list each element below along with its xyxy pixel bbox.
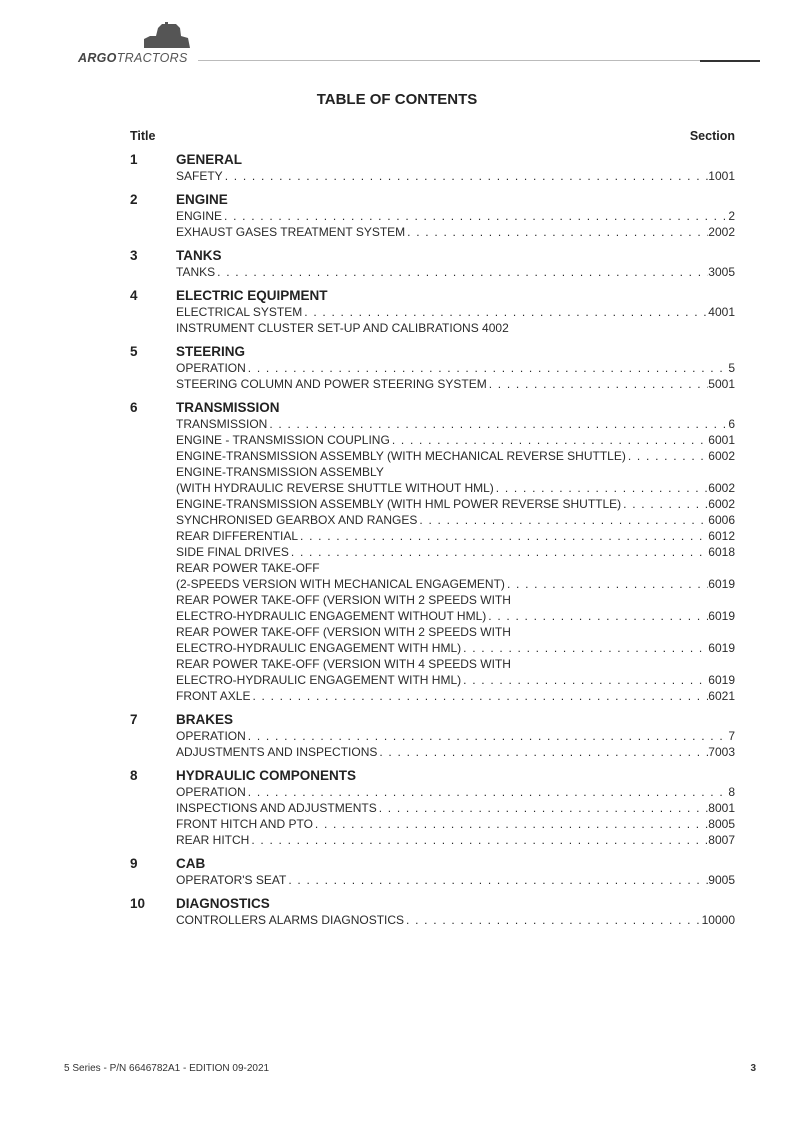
toc-entry-text: ELECTRO-HYDRAULIC ENGAGEMENT WITH HML)	[176, 641, 462, 655]
toc-entry[interactable]	[176, 464, 735, 480]
dot-leader	[302, 304, 708, 320]
toc-entry[interactable]	[176, 432, 735, 448]
toc-entry[interactable]	[176, 496, 735, 512]
toc-entry-section: 2002	[708, 225, 735, 239]
dot-leader	[267, 416, 728, 432]
toc-entry-text: INSPECTIONS AND ADJUSTMENTS	[176, 801, 377, 815]
toc-entry-text: ENGINE-TRANSMISSION ASSEMBLY (WITH HML POWER REVERSE SHUTTLE)	[176, 497, 622, 511]
dot-leader	[313, 816, 708, 832]
toc-entry-text: INSTRUMENT CLUSTER SET-UP AND CALIBRATIONS 4002	[176, 321, 509, 335]
toc-entry[interactable]	[176, 872, 735, 888]
toc-entry[interactable]	[176, 208, 735, 224]
chapter-number: 5	[130, 344, 138, 359]
toc-entry-section: 7003	[708, 745, 735, 759]
toc-chapter	[130, 152, 735, 184]
toc-entry-section: 10000	[701, 913, 735, 927]
toc-entry[interactable]	[176, 528, 735, 544]
toc-list	[130, 152, 735, 936]
dot-leader	[223, 168, 709, 184]
toc-entry-text: CONTROLLERS ALARMS DIAGNOSTICS	[176, 913, 405, 927]
chapter-number: 8	[130, 768, 138, 783]
toc-entry-text: SYNCHRONISED GEARBOX AND RANGES	[176, 513, 418, 527]
chapter-title: STEERING	[176, 344, 246, 359]
toc-entry[interactable]	[176, 656, 735, 672]
dot-leader	[298, 528, 708, 544]
dot-leader	[626, 448, 708, 464]
dot-leader	[461, 672, 708, 688]
toc-entry[interactable]	[176, 416, 735, 432]
page-title: TABLE OF CONTENTS	[316, 91, 478, 108]
toc-entry-section: 5	[728, 361, 735, 375]
chapter-title: BRAKES	[176, 712, 234, 727]
toc-entry-text: REAR POWER TAKE-OFF (VERSION WITH 2 SPEEDS WITH	[176, 593, 511, 607]
toc-entry[interactable]	[176, 544, 735, 560]
toc-entry-text: SAFETY	[176, 169, 223, 183]
argo-tractors-logo	[78, 22, 198, 64]
toc-entry-text: SIDE FINAL DRIVES	[176, 545, 289, 559]
toc-entry[interactable]	[176, 608, 735, 624]
toc-entry-section: 8	[728, 785, 735, 799]
toc-entry-text: REAR HITCH	[176, 833, 250, 847]
header-rule	[198, 60, 760, 61]
dot-leader	[417, 512, 708, 528]
toc-entry-section: 6012	[708, 529, 735, 543]
toc-entry-section: 8001	[708, 801, 735, 815]
toc-entry[interactable]	[176, 672, 735, 688]
dot-leader	[390, 432, 708, 448]
toc-entry-text: OPERATION	[176, 785, 246, 799]
toc-entry-text: ENGINE	[176, 209, 223, 223]
toc-entry[interactable]	[176, 576, 735, 592]
chapter-title: DIAGNOSTICS	[176, 896, 270, 911]
column-header-title: Title	[130, 129, 156, 143]
logo-wordmark	[78, 51, 188, 65]
toc-chapter	[130, 344, 735, 392]
toc-entry[interactable]	[176, 688, 735, 704]
toc-entry-text: EXHAUST GASES TREATMENT SYSTEM	[176, 225, 406, 239]
toc-entry[interactable]	[176, 728, 735, 744]
toc-entry[interactable]	[176, 304, 735, 320]
toc-entry-section: 6002	[708, 449, 735, 463]
toc-entry-section: 8007	[708, 833, 735, 847]
chapter-number: 6	[130, 400, 138, 415]
toc-entry-section: 2	[728, 209, 735, 223]
dot-leader	[505, 576, 708, 592]
footer-document-id: 5 Series - P/N 6646782A1 - EDITION 09-2021	[64, 1063, 270, 1074]
toc-entry[interactable]	[176, 592, 735, 608]
toc-entry-section: 9005	[708, 873, 735, 887]
toc-entry-text: ENGINE-TRANSMISSION ASSEMBLY (WITH MECHANICAL REVERSE SHUTTLE)	[176, 449, 626, 463]
toc-entry[interactable]	[176, 264, 735, 280]
toc-entry[interactable]	[176, 512, 735, 528]
toc-entry-section: 1001	[708, 169, 735, 183]
dot-leader	[487, 376, 709, 392]
chapter-number: 2	[130, 192, 138, 207]
logo-rest-text: TRACTORS	[116, 51, 188, 65]
toc-entry-text: OPERATION	[176, 361, 246, 375]
chapter-title: TANKS	[176, 248, 222, 263]
toc-entry[interactable]	[176, 224, 735, 240]
toc-entry-section: 4001	[708, 305, 735, 319]
toc-chapter	[130, 192, 735, 240]
toc-entry[interactable]	[176, 480, 735, 496]
chapter-number: 7	[130, 712, 138, 727]
toc-entry-section: 6019	[708, 673, 735, 687]
dot-leader	[377, 744, 708, 760]
toc-entry-text: ENGINE - TRANSMISSION COUPLING	[176, 433, 390, 447]
toc-entry-section: 6021	[708, 689, 735, 703]
toc-entry-text: REAR POWER TAKE-OFF	[176, 561, 320, 575]
toc-entry-section: 6019	[708, 577, 735, 591]
dot-leader	[404, 912, 702, 928]
chapter-title: HYDRAULIC COMPONENTS	[176, 768, 357, 783]
chapter-number: 9	[130, 856, 138, 871]
toc-entry-text: ELECTRO-HYDRAULIC ENGAGEMENT WITHOUT HML)	[176, 609, 487, 623]
toc-entry-section: 5001	[708, 377, 735, 391]
footer-page-number: 3	[750, 1063, 756, 1074]
toc-entry-text: REAR DIFFERENTIAL	[176, 529, 299, 543]
dot-leader	[377, 800, 709, 816]
toc-entry-section: 6019	[708, 609, 735, 623]
toc-entry-section: 6006	[708, 513, 735, 527]
toc-entry-section: 6001	[708, 433, 735, 447]
toc-entry-text: ADJUSTMENTS AND INSPECTIONS	[176, 745, 378, 759]
toc-entry[interactable]	[176, 376, 735, 392]
toc-entry-text: TANKS	[176, 265, 216, 279]
toc-entry[interactable]	[176, 912, 735, 928]
chapter-title: ELECTRIC EQUIPMENT	[176, 288, 328, 303]
toc-entry-text: ENGINE-TRANSMISSION ASSEMBLY	[176, 465, 384, 479]
dot-leader	[621, 496, 708, 512]
toc-entry[interactable]	[176, 640, 735, 656]
header-rule-accent	[700, 60, 760, 62]
dot-leader	[286, 872, 708, 888]
chapter-number: 10	[130, 896, 146, 911]
chapter-number: 1	[130, 152, 138, 167]
dot-leader	[249, 832, 708, 848]
dot-leader	[250, 688, 708, 704]
toc-entry-text: FRONT HITCH AND PTO	[176, 817, 313, 831]
tractor-silhouette-icon	[136, 22, 194, 48]
toc-entry[interactable]	[176, 320, 735, 336]
toc-chapter	[130, 400, 735, 704]
toc-entry-text: REAR POWER TAKE-OFF (VERSION WITH 2 SPEEDS WITH	[176, 625, 511, 639]
toc-entry-text: ELECTRO-HYDRAULIC ENGAGEMENT WITH HML)	[176, 673, 462, 687]
toc-entry[interactable]	[176, 624, 735, 640]
chapter-title: TRANSMISSION	[176, 400, 280, 415]
toc-entry-section: 6018	[708, 545, 735, 559]
toc-entry-text: OPERATOR'S SEAT	[176, 873, 287, 887]
toc-entry-text: OPERATION	[176, 729, 246, 743]
dot-leader	[494, 480, 709, 496]
chapter-title: CAB	[176, 856, 206, 871]
toc-entry-section: 6	[728, 417, 735, 431]
toc-entry-section: 6002	[708, 481, 735, 495]
toc-entry-section: 7	[728, 729, 735, 743]
toc-entry[interactable]	[176, 832, 735, 848]
toc-entry-text: (WITH HYDRAULIC REVERSE SHUTTLE WITHOUT HML)	[176, 481, 494, 495]
column-header-section: Section	[689, 129, 735, 143]
chapter-title: ENGINE	[176, 192, 228, 207]
dot-leader	[215, 264, 708, 280]
chapter-number: 4	[130, 288, 138, 303]
toc-chapter	[130, 248, 735, 280]
toc-entry[interactable]	[176, 360, 735, 376]
toc-entry-section: 6002	[708, 497, 735, 511]
toc-entry-section: 3005	[708, 265, 735, 279]
dot-leader	[289, 544, 708, 560]
dot-leader	[246, 728, 729, 744]
toc-entry[interactable]	[176, 168, 735, 184]
dot-leader	[222, 208, 728, 224]
toc-entry-section: 8005	[708, 817, 735, 831]
dot-leader	[246, 360, 729, 376]
dot-leader	[461, 640, 708, 656]
toc-entry-text: FRONT AXLE	[176, 689, 251, 703]
chapter-title: GENERAL	[176, 152, 243, 167]
toc-chapter	[130, 856, 735, 888]
toc-entry[interactable]	[176, 800, 735, 816]
toc-chapter	[130, 768, 735, 848]
toc-entry[interactable]	[176, 784, 735, 800]
dot-leader	[405, 224, 708, 240]
toc-entry-text: ELECTRICAL SYSTEM	[176, 305, 303, 319]
toc-entry-text: (2-SPEEDS VERSION WITH MECHANICAL ENGAGEMENT)	[176, 577, 505, 591]
toc-entry[interactable]	[176, 816, 735, 832]
chapter-number: 3	[130, 248, 138, 263]
toc-entry-text: STEERING COLUMN AND POWER STEERING SYSTEM	[176, 377, 487, 391]
toc-entry[interactable]	[176, 448, 735, 464]
toc-chapter	[130, 896, 735, 928]
toc-chapter	[130, 712, 735, 760]
toc-entry-text: REAR POWER TAKE-OFF (VERSION WITH 4 SPEEDS WITH	[176, 657, 511, 671]
toc-entry[interactable]	[176, 744, 735, 760]
toc-entry-section: 6019	[708, 641, 735, 655]
toc-entry[interactable]	[176, 560, 735, 576]
toc-chapter	[130, 288, 735, 336]
dot-leader	[246, 784, 729, 800]
toc-entry-text: TRANSMISSION	[176, 417, 268, 431]
dot-leader	[486, 608, 708, 624]
logo-bold-text: ARGO	[78, 51, 117, 65]
